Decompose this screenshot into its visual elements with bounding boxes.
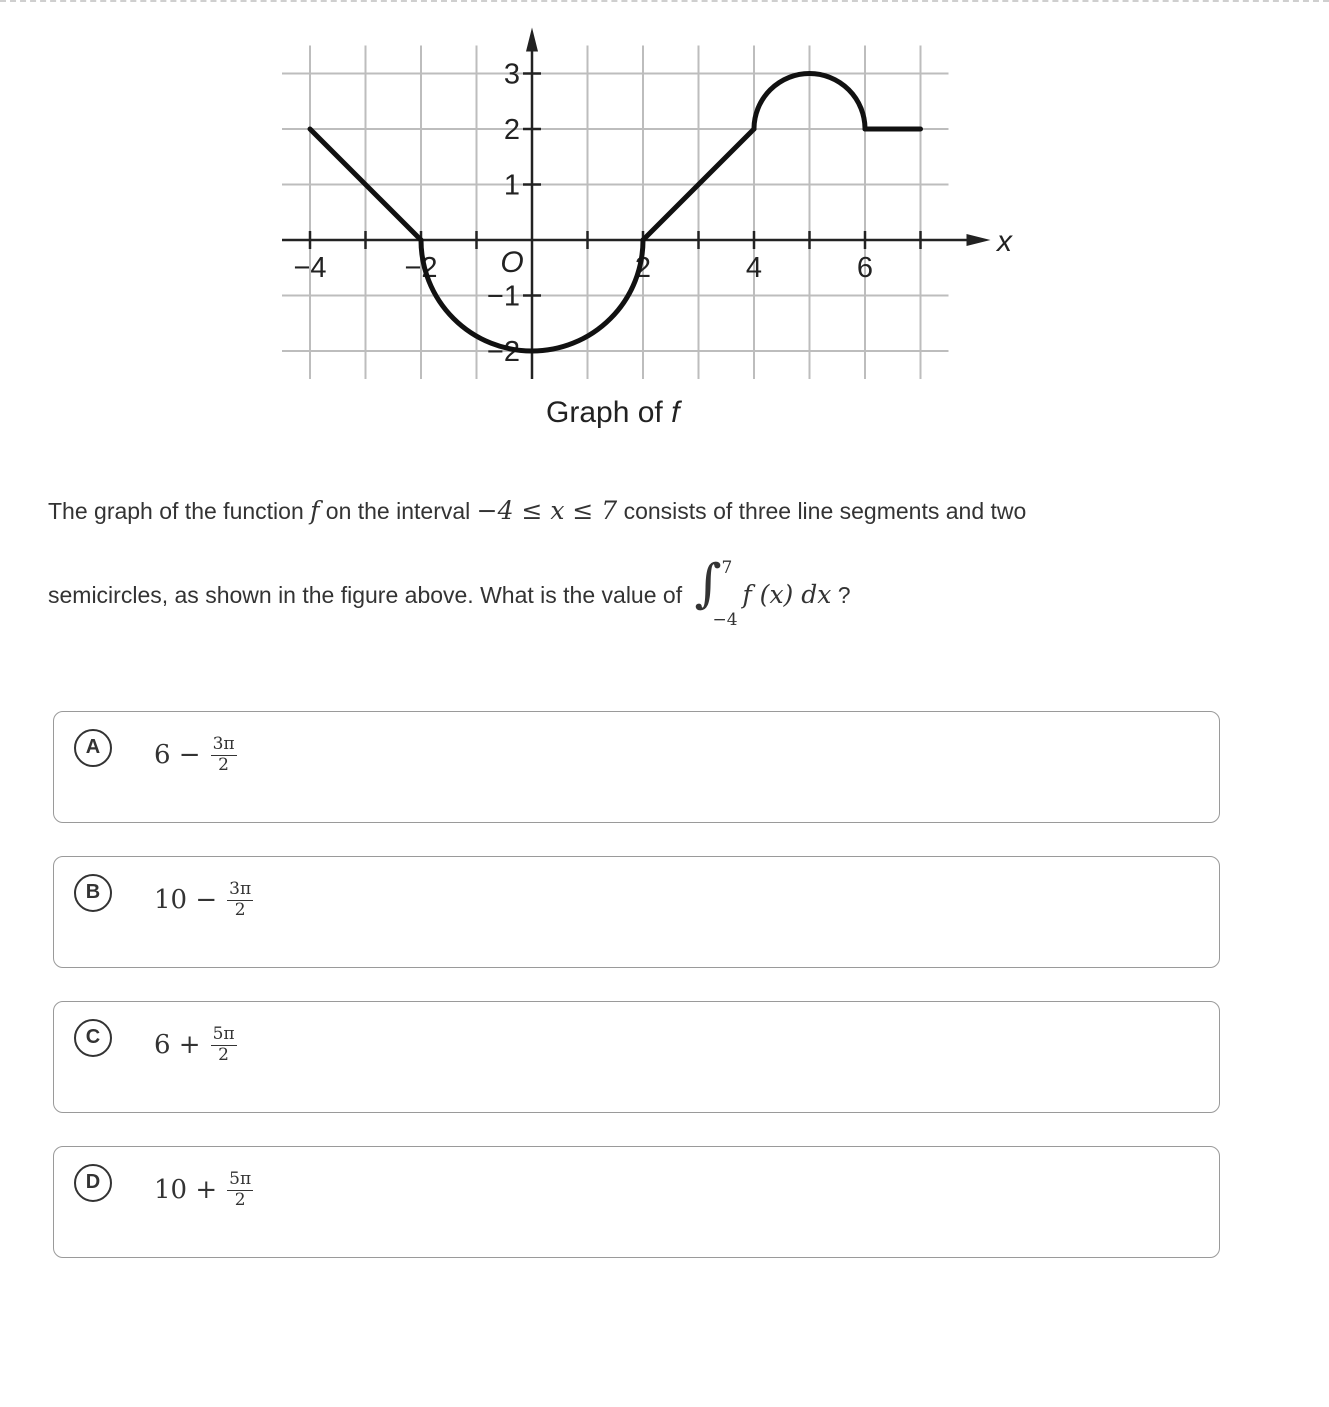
integral-symbol: ∫ 7 −4	[694, 553, 738, 630]
choice-b[interactable]	[53, 856, 1220, 968]
origin-label: O	[500, 246, 524, 279]
choice-expression-a: 6 − $\frac{3\pi}{2}$	[154, 734, 235, 775]
question-line-2: semicircles, as shown in the figure above. What is the value of ∫ 7 −4 f (x) dx ?	[48, 553, 851, 630]
choice-expression-b: 10 − $\frac{3\pi}{2}$	[154, 879, 252, 920]
integrand: f (x) dx	[742, 580, 832, 609]
x-tick-label: 6	[856, 252, 874, 284]
x-tick-label: −4	[293, 252, 327, 284]
x-axis-arrow	[967, 234, 991, 246]
choice-letter-c: C	[74, 1019, 112, 1057]
y-tick-label: −2	[486, 336, 520, 368]
choice-c[interactable]	[53, 1001, 1220, 1113]
y-tick-label: −1	[486, 280, 520, 313]
integral-upper-limit: 7	[721, 557, 733, 578]
y-tick-label: 3	[503, 58, 520, 91]
x-tick-label: 2	[634, 252, 652, 284]
function-name: f	[310, 496, 320, 525]
choice-letter-b: B	[74, 874, 112, 912]
integral-lower-limit: −4	[712, 609, 738, 630]
y-tick-label: 2	[503, 114, 520, 146]
choice-letter-d: D	[74, 1164, 112, 1202]
interval-expression: −4 ≤ x ≤ 7	[476, 496, 618, 525]
choice-a[interactable]	[53, 711, 1220, 823]
choice-d[interactable]	[53, 1146, 1220, 1258]
x-tick-label: −2	[404, 252, 438, 284]
choice-expression-d: 10 + $\frac{5\pi}{2}$	[154, 1169, 252, 1210]
choice-letter-a: A	[74, 729, 112, 767]
x-axis-label: x	[997, 225, 1012, 258]
question-line-1: The graph of the function f on the interval −4 ≤ x ≤ 7 consists of three line segments and two	[48, 496, 1027, 525]
y-tick-label: 1	[503, 169, 520, 202]
x-tick-label: 4	[745, 252, 763, 284]
graph-caption: Graph of f	[546, 396, 680, 429]
choice-expression-c: 6 + $\frac{5\pi}{2}$	[154, 1024, 235, 1065]
y-axis-arrow	[526, 28, 538, 52]
